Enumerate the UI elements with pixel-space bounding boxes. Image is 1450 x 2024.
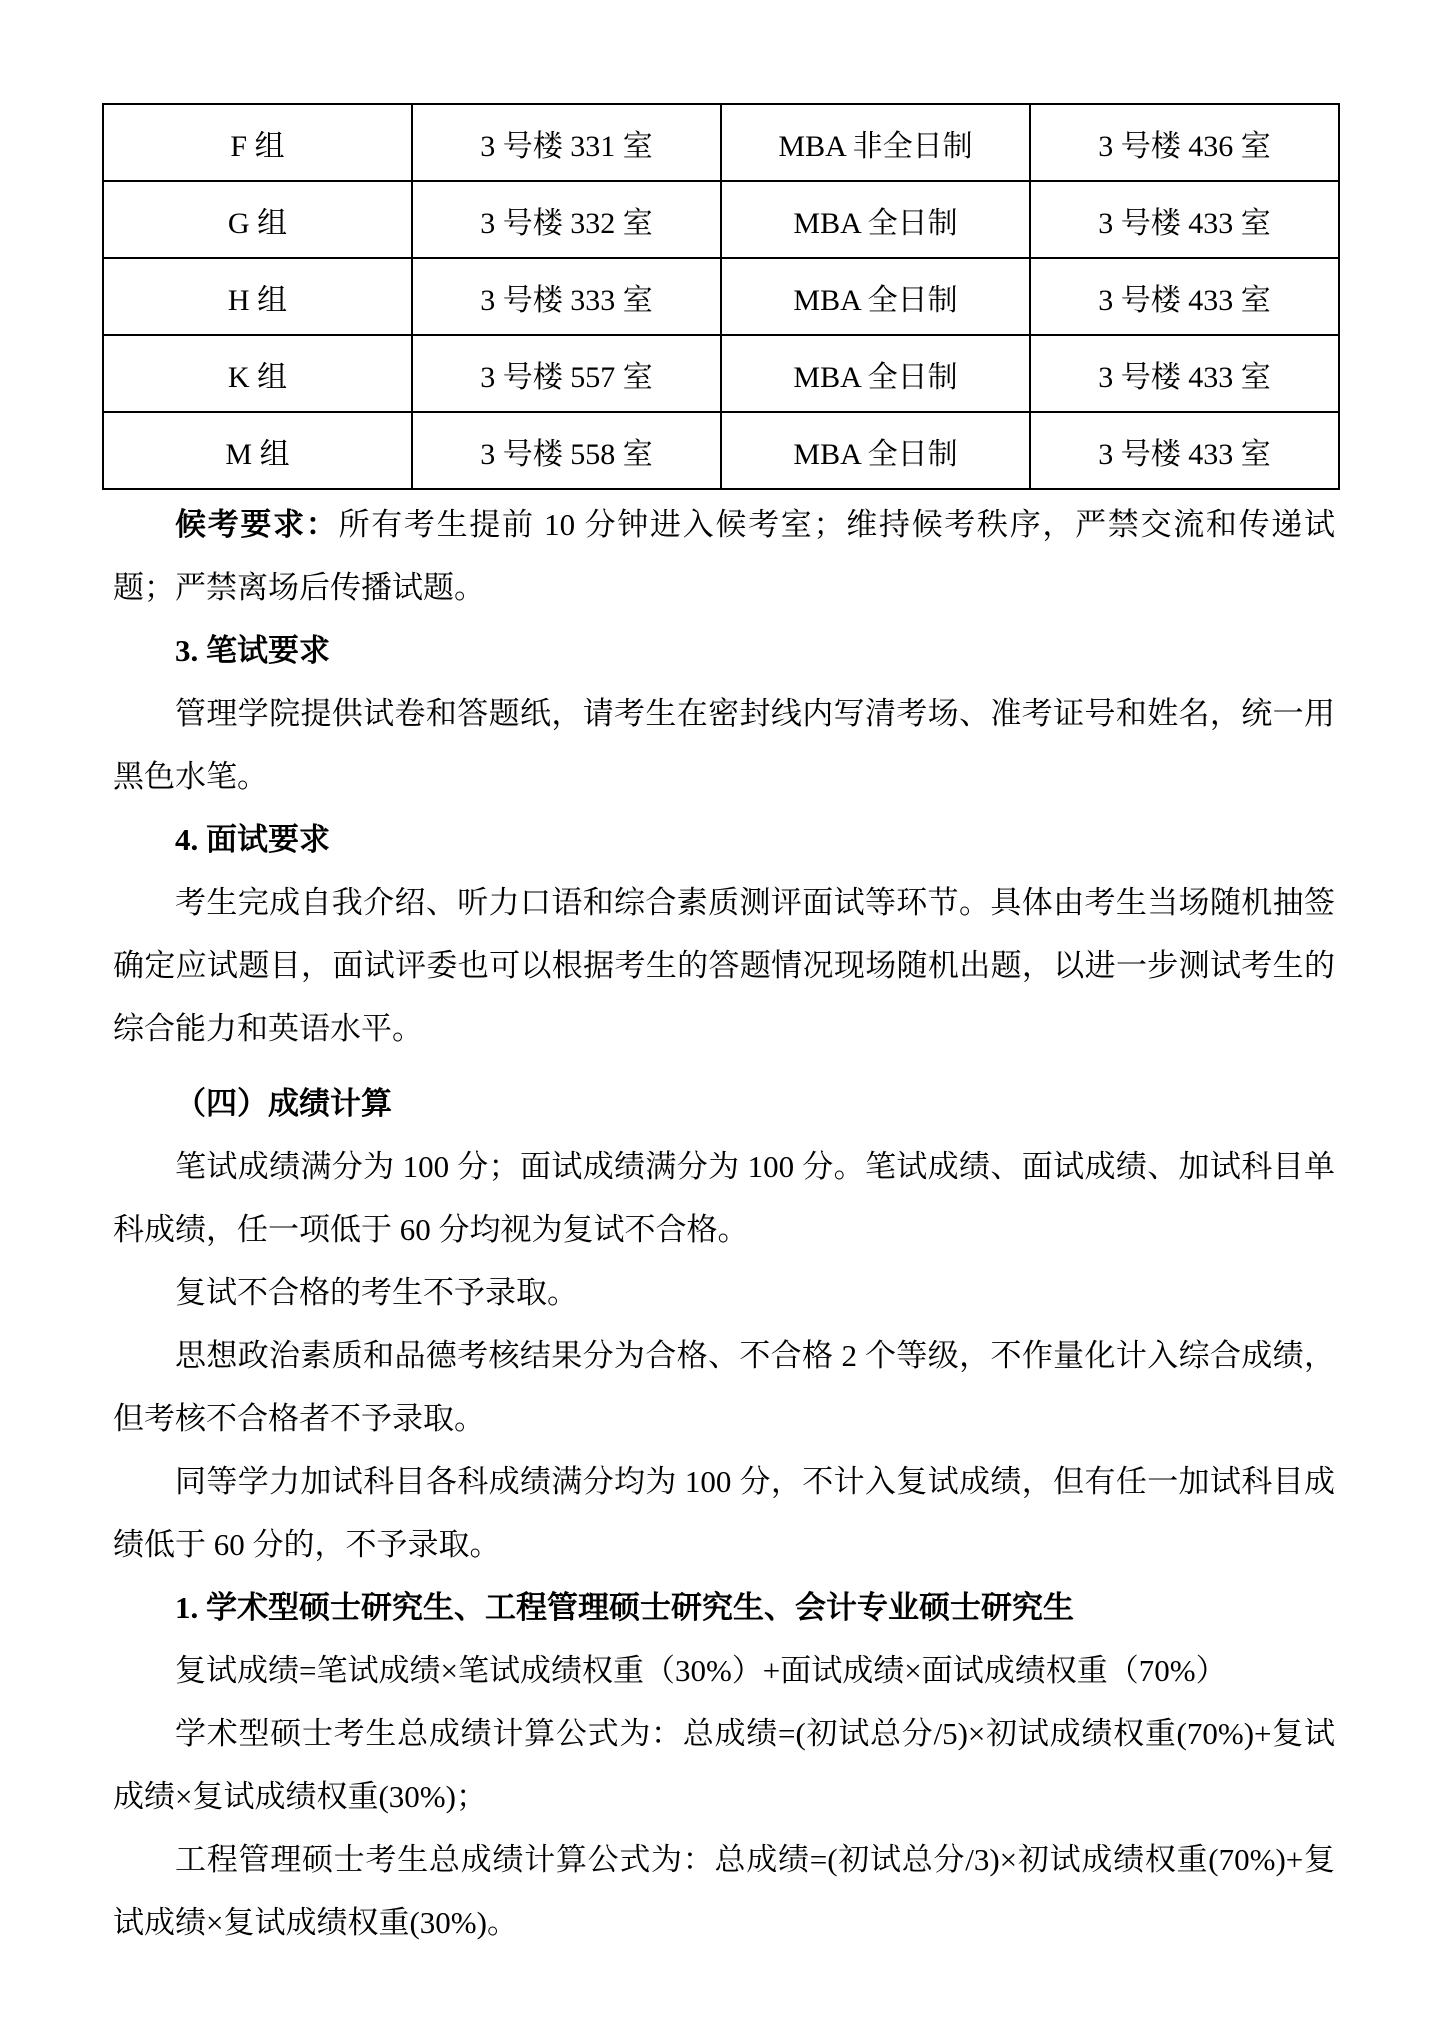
document-body bbox=[113, 493, 1335, 1954]
table-row bbox=[103, 412, 1339, 489]
table-cell-group: F 组 bbox=[103, 104, 412, 181]
table-row bbox=[103, 181, 1339, 258]
paragraph-formula-academic-total: 学术型硕士考生总成绩计算公式为：总成绩=(初试总分/5)×初试成绩权重(70%)+复试成绩×复试成绩权重(30%)； bbox=[113, 1716, 1335, 1814]
paragraph-score-equivalent-degree: 同等学力加试科目各科成绩满分均为 100 分，不计入复试成绩，但有任一加试科目成绩低于 60 分的，不予录取。 bbox=[113, 1464, 1335, 1562]
table-cell-program: MBA 全日制 bbox=[721, 412, 1030, 489]
table-cell-waiting-room: 3 号楼 436 室 bbox=[1030, 104, 1339, 181]
table-cell-program: MBA 全日制 bbox=[721, 335, 1030, 412]
paragraph-formula-mem-total: 工程管理硕士考生总成绩计算公式为：总成绩=(初试总分/3)×初试成绩权重(70%)+复试成绩×复试成绩权重(30%)。 bbox=[113, 1842, 1335, 1940]
table-cell-group: K 组 bbox=[103, 335, 412, 412]
table-cell-interview-room: 3 号楼 332 室 bbox=[412, 181, 721, 258]
paragraph-score-moral-assessment: 思想政治素质和品德考核结果分为合格、不合格 2 个等级，不作量化计入综合成绩，但考核不合格者不予录取。 bbox=[113, 1338, 1335, 1436]
table-cell-group: H 组 bbox=[103, 258, 412, 335]
table-cell-waiting-room: 3 号楼 433 室 bbox=[1030, 181, 1339, 258]
heading-score-calculation: （四）成绩计算 bbox=[175, 1086, 392, 1121]
paragraph-score-fullmarks: 笔试成绩满分为 100 分；面试成绩满分为 100 分。笔试成绩、面试成绩、加试科目单科成绩，任一项低于 60 分均视为复试不合格。 bbox=[113, 1149, 1335, 1247]
paragraph-score-fail: 复试不合格的考生不予录取。 bbox=[175, 1275, 578, 1310]
table-cell-interview-room: 3 号楼 333 室 bbox=[412, 258, 721, 335]
table-cell-group: G 组 bbox=[103, 181, 412, 258]
table-cell-waiting-room: 3 号楼 433 室 bbox=[1030, 258, 1339, 335]
paragraph-waiting-requirements bbox=[113, 493, 1335, 619]
table-cell-interview-room: 3 号楼 331 室 bbox=[412, 104, 721, 181]
heading-academic-masters: 1. 学术型硕士研究生、工程管理硕士研究生、会计专业硕士研究生 bbox=[175, 1590, 1074, 1625]
table-cell-program: MBA 非全日制 bbox=[721, 104, 1030, 181]
waiting-requirements-label: 候考要求： bbox=[175, 507, 339, 542]
table-row bbox=[103, 104, 1339, 181]
heading-interview: 4. 面试要求 bbox=[175, 822, 330, 857]
paragraph-formula-retest-score: 复试成绩=笔试成绩×笔试成绩权重（30%）+面试成绩×面试成绩权重（70%） bbox=[175, 1653, 1227, 1688]
table-row bbox=[103, 335, 1339, 412]
table-cell-program: MBA 全日制 bbox=[721, 181, 1030, 258]
paragraph-interview: 考生完成自我介绍、听力口语和综合素质测评面试等环节。具体由考生当场随机抽签确定应试题目，面试评委也可以根据考生的答题情况现场随机出题，以进一步测试考生的综合能力和英语水平。 bbox=[113, 885, 1335, 1046]
table-cell-group: M 组 bbox=[103, 412, 412, 489]
heading-written-exam: 3. 笔试要求 bbox=[175, 633, 330, 668]
table-cell-program: MBA 全日制 bbox=[721, 258, 1030, 335]
paragraph-written-exam: 管理学院提供试卷和答题纸，请考生在密封线内写清考场、准考证号和姓名，统一用黑色水笔。 bbox=[113, 696, 1335, 794]
table-cell-interview-room: 3 号楼 557 室 bbox=[412, 335, 721, 412]
table-cell-waiting-room: 3 号楼 433 室 bbox=[1030, 335, 1339, 412]
table-cell-waiting-room: 3 号楼 433 室 bbox=[1030, 412, 1339, 489]
exam-room-table bbox=[102, 103, 1340, 490]
waiting-requirements-text: 所有考生提前 10 分钟进入候考室；维持候考秩序，严禁交流和传递试题；严禁离场后传播试题。 bbox=[113, 507, 1335, 605]
table-cell-interview-room: 3 号楼 558 室 bbox=[412, 412, 721, 489]
table-row bbox=[103, 258, 1339, 335]
